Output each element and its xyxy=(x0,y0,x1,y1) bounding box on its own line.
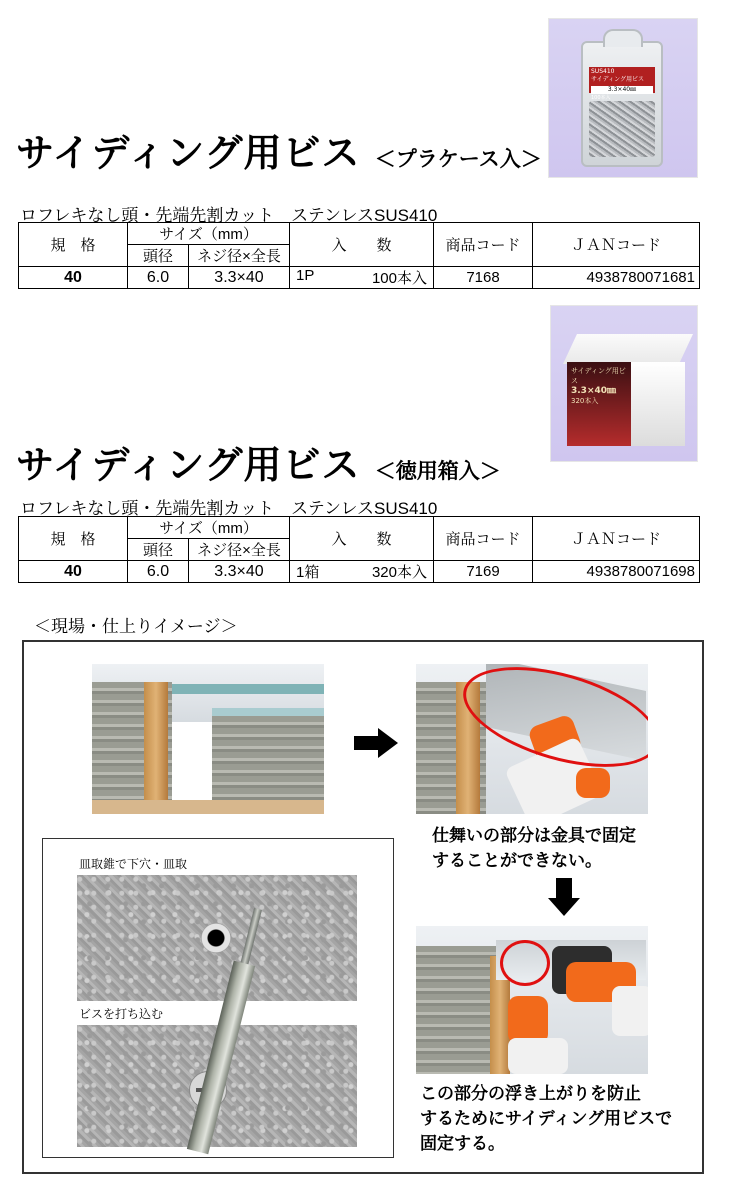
cell-spec: 40 xyxy=(19,267,128,289)
qty-unit: 1箱 xyxy=(296,564,320,581)
product-title-value-box xyxy=(16,434,501,489)
caption-fixing-1: この部分の浮き上がりを防止 xyxy=(420,1084,641,1104)
header-dims: ネジ径×全長 xyxy=(189,539,290,561)
table-row xyxy=(19,561,700,583)
cell-code: 7169 xyxy=(434,561,533,583)
cell-dims: 3.3×40 xyxy=(189,267,290,289)
cell-dims: 3.3×40 xyxy=(189,561,290,583)
package-label-name: サイディング用ビス xyxy=(591,76,644,83)
step-1-label: 皿取錐で下穴・皿取 xyxy=(79,857,188,871)
box-label-qty: 320本入 xyxy=(571,397,599,405)
cell-spec: 40 xyxy=(19,561,128,583)
caption-fixing-3: 固定する。 xyxy=(420,1134,505,1154)
site-photo-before xyxy=(92,664,324,814)
header-spec: 規 格 xyxy=(19,517,128,561)
header-jan: ＪＡＮコード xyxy=(533,517,700,561)
package-label-size: 3.3×40㎜ xyxy=(591,86,653,94)
cell-code: 7168 xyxy=(434,267,533,289)
caption-fixing-2: するためにサイディング用ビスで xyxy=(420,1109,673,1129)
header-spec: 規 格 xyxy=(19,223,128,267)
package-label-top: SUS410 xyxy=(591,68,615,75)
cell-jan: 4938780071698 xyxy=(533,561,700,583)
step-1-photo xyxy=(77,875,357,1001)
package-label xyxy=(589,67,655,101)
header-code: 商品コード xyxy=(434,223,533,267)
cell-head: 6.0 xyxy=(128,267,189,289)
caption-edge-1: 仕舞いの部分は金具で固定 xyxy=(432,826,636,846)
header-dims: ネジ径×全長 xyxy=(189,245,290,267)
product-package-type: ＜プラケース入＞ xyxy=(374,147,542,171)
product-name: サイディング用ビス xyxy=(16,131,361,175)
plastic-case-icon xyxy=(581,41,663,167)
qty-count: 320本入 xyxy=(371,564,427,581)
step-inset xyxy=(42,838,394,1158)
table-row xyxy=(19,267,700,289)
header-jan: ＪＡＮコード xyxy=(533,223,700,267)
header-code: 商品コード xyxy=(434,517,533,561)
product-feature-value-box: ロフレキなし頭・先端先割カット ステンレスSUS410 xyxy=(20,499,438,518)
spec-table-plastic-case xyxy=(18,222,700,289)
arrow-down-icon xyxy=(548,878,580,916)
cell-qty xyxy=(290,267,434,289)
header-head-diameter: 頭径 xyxy=(128,245,189,267)
qty-count: 100本入 xyxy=(371,270,427,287)
arrow-right-icon xyxy=(354,728,398,758)
highlight-circle-icon xyxy=(500,940,550,986)
package-label-qty: 100本入 xyxy=(591,95,611,101)
product-name: サイディング用ビス xyxy=(16,443,361,487)
header-head-diameter: 頭径 xyxy=(128,539,189,561)
product-title-plastic-case xyxy=(16,122,542,177)
site-section-heading: ＜現場・仕上りイメージ＞ xyxy=(34,617,238,636)
box-icon xyxy=(563,334,679,446)
cell-head: 6.0 xyxy=(128,561,189,583)
box-label xyxy=(567,362,631,446)
product-package-type: ＜徳用箱入＞ xyxy=(374,459,501,483)
screws-icon xyxy=(589,101,655,157)
site-photo-edge xyxy=(416,664,648,814)
site-photo-fixing xyxy=(416,926,648,1074)
cell-jan: 4938780071681 xyxy=(533,267,700,289)
site-image-frame xyxy=(22,640,704,1174)
header-qty: 入 数 xyxy=(290,517,434,561)
step-2-label: ビスを打ち込む xyxy=(79,1007,164,1021)
product-photo-plastic-case xyxy=(548,18,698,178)
product-feature-plastic-case: ロフレキなし頭・先端先割カット ステンレスSUS410 xyxy=(20,206,438,225)
cell-qty xyxy=(290,561,434,583)
qty-unit: 1P xyxy=(296,267,315,284)
product-photo-value-box xyxy=(550,305,698,462)
spec-table-value-box xyxy=(18,516,700,583)
box-label-size: 3.3×40㎜ xyxy=(571,386,617,396)
header-size: サイズ（mm） xyxy=(128,517,290,539)
header-qty: 入 数 xyxy=(290,223,434,267)
pilot-hole-icon xyxy=(201,923,231,953)
box-label-name: サイディング用ビス xyxy=(571,367,626,385)
header-size: サイズ（mm） xyxy=(128,223,290,245)
caption-edge-2: することができない。 xyxy=(432,851,602,871)
